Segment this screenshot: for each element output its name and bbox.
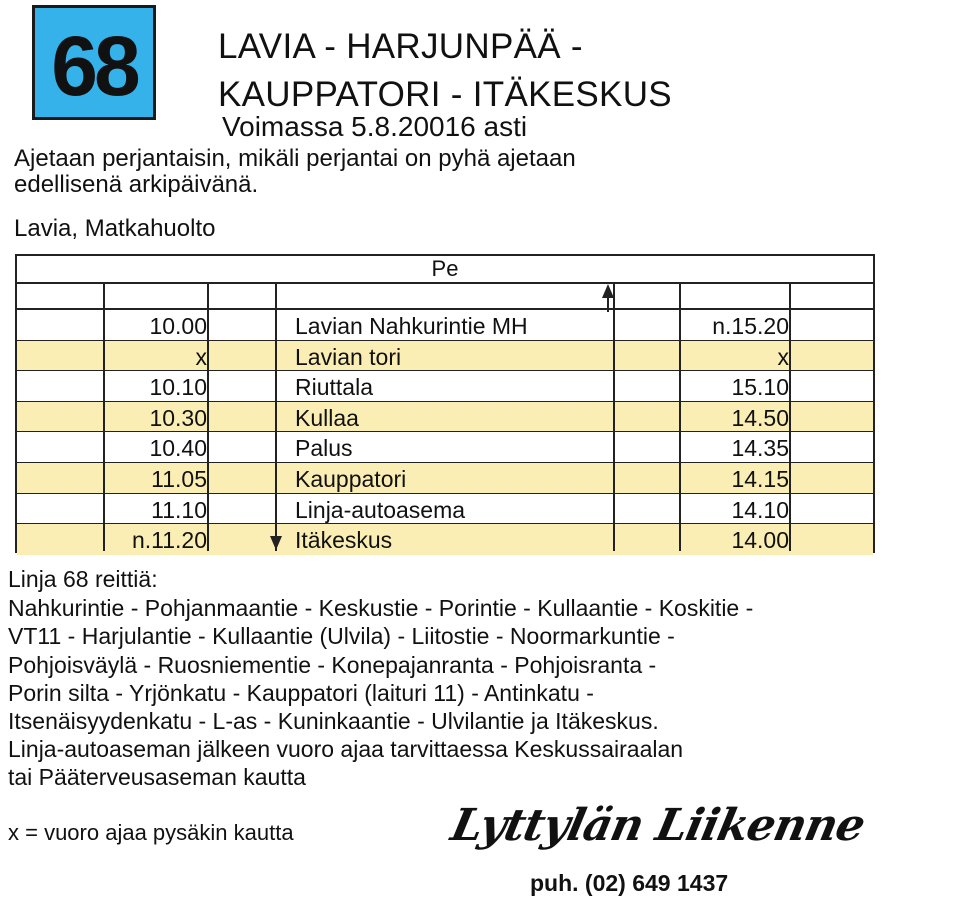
stop-name: Itäkeskus — [295, 527, 393, 554]
return-direction-arrow-icon — [602, 284, 614, 298]
return-time: 14.00 — [731, 527, 789, 554]
timetable — [15, 254, 875, 553]
column-divider — [207, 284, 209, 551]
column-divider — [789, 284, 791, 551]
stop-name: Linja-autoasema — [295, 496, 466, 523]
return-time: 14.10 — [731, 496, 789, 523]
departure-time: 10.00 — [149, 313, 207, 339]
timetable-rows — [17, 310, 873, 555]
timetable-row — [17, 371, 873, 402]
stop-name: Lavian tori — [295, 343, 402, 370]
route-line: VT11 - Harjulantie - Kullaantie (Ulvila) - Liitostie - Noormarkuntie - — [8, 623, 675, 649]
timetable-row — [17, 310, 873, 341]
service-note-line2: edellisenä arkipäivänä. — [14, 171, 259, 198]
stop-name: Palus — [295, 435, 353, 462]
return-time: 14.35 — [731, 435, 789, 462]
route-title-line1: LAVIA - HARJUNPÄÄ - — [218, 27, 583, 66]
departure-time: 10.40 — [149, 435, 207, 462]
route-line: Nahkurintie - Pohjanmaantie - Keskustie - Porintie - Kullaantie - Koskitie - — [8, 595, 754, 621]
return-direction-stem — [607, 296, 609, 312]
legend-text: x = vuoro ajaa pysäkin kautta — [8, 820, 294, 845]
origin-label: Lavia, Matkahuolto — [14, 215, 216, 242]
route-line: Linja-autoaseman jälkeen vuoro ajaa tarvittaessa Keskussairaalan — [8, 736, 684, 762]
return-time: n.15.20 — [712, 313, 789, 339]
service-note-line1: Ajetaan perjantaisin, mikäli perjantai on pyhä ajetaan — [14, 145, 576, 172]
departure-time: 11.05 — [151, 465, 207, 492]
company-logo: Lyttylän Liikenne — [446, 800, 870, 851]
departure-time: 10.30 — [149, 404, 207, 431]
stop-name: Lavian Nahkurintie MH — [295, 313, 528, 339]
stop-name: Kullaa — [295, 404, 359, 431]
route-line: tai Pääterveusaseman kautta — [8, 764, 306, 790]
route-line: Porin silta - Yrjönkatu - Kauppatori (laituri 11) - Antinkatu - — [8, 680, 594, 706]
route-line: Pohjoisväylä - Ruosniementie - Konepajanranta - Pohjoisranta - — [8, 652, 657, 678]
column-divider — [275, 284, 277, 551]
departure-time: x — [195, 343, 207, 370]
return-time: 15.10 — [731, 374, 789, 401]
return-time: 14.50 — [731, 404, 789, 431]
route-title-line2: KAUPPATORI - ITÄKESKUS — [218, 75, 672, 114]
timetable-row — [17, 463, 873, 494]
timetable-row — [17, 402, 873, 433]
route-line: Itsenäisyydenkatu - L-as - Kuninkaantie - Ulvilantie ja Itäkeskus. — [8, 708, 659, 734]
column-divider — [613, 284, 615, 551]
timetable-row — [17, 432, 873, 463]
day-header: Pe — [17, 256, 873, 284]
departure-time: 11.10 — [151, 496, 207, 523]
route-number: 68 — [51, 18, 137, 113]
stop-name: Kauppatori — [295, 465, 407, 492]
timetable-row — [17, 524, 873, 555]
route-heading: Linja 68 reittiä: — [8, 566, 158, 592]
phone-number: puh. (02) 649 1437 — [530, 870, 729, 896]
timetable-row — [17, 341, 873, 372]
departure-time: 10.10 — [149, 374, 207, 401]
validity-text: Voimassa 5.8.20016 asti — [222, 111, 528, 142]
stop-name: Riuttala — [295, 374, 373, 401]
outbound-direction-arrow-icon — [270, 536, 282, 550]
column-divider — [103, 284, 105, 551]
timetable-row — [17, 494, 873, 525]
return-time: 14.15 — [731, 465, 789, 492]
route-number-badge — [32, 5, 156, 120]
departure-time: n.11.20 — [131, 527, 207, 554]
column-divider — [679, 284, 681, 551]
return-time: x — [777, 343, 789, 370]
spacer-row — [17, 284, 873, 310]
